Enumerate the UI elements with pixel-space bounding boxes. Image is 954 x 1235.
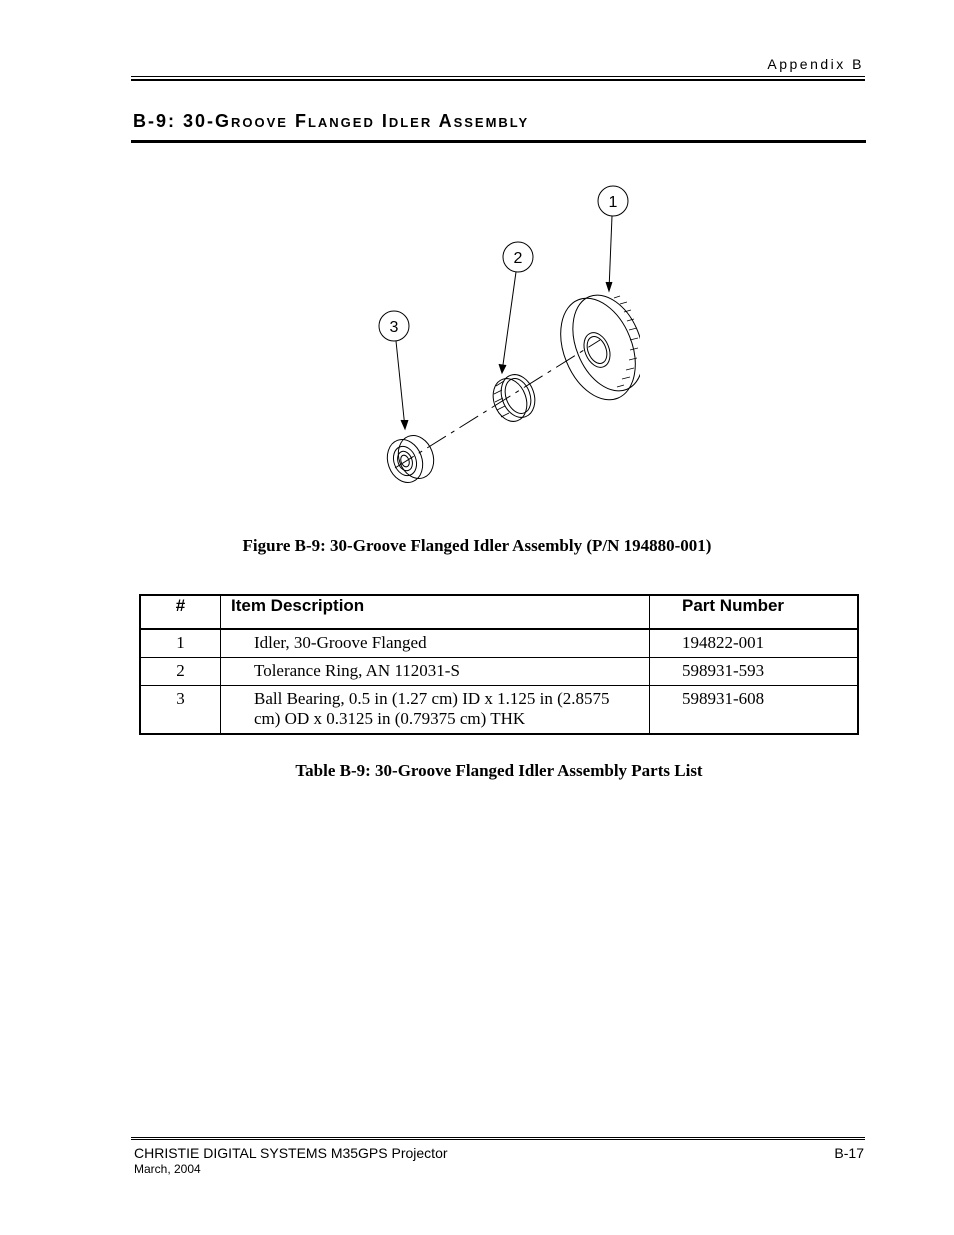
figure-caption: Figure B-9: 30-Groove Flanged Idler Assembly (P/N 194880-001) (242, 536, 712, 555)
table-header-row (140, 595, 858, 629)
callout-2: 2 (513, 250, 523, 267)
row-description: Ball Bearing, 0.5 in (1.27 cm) ID x 1.125 in (2.8575 cm) OD x 0.3125 in (0.79375 cm) THK (221, 686, 650, 735)
leader-line-1 (609, 216, 612, 290)
page-number: B-17 (834, 1145, 864, 1161)
row-num: 2 (140, 658, 221, 686)
leader-line-2 (502, 272, 516, 372)
idler-assembly-figure (370, 178, 640, 488)
row-part-number: 598931-608 (650, 686, 859, 735)
header-part-number: Part Number (650, 595, 859, 629)
footer-title (134, 1145, 448, 1161)
footer-date: March, 2004 (134, 1162, 201, 1176)
footer-product: M35GPS Projector (330, 1145, 448, 1161)
header-num: # (140, 595, 221, 629)
section-title: B-9: 30-Groove Flanged Idler Assembly (133, 111, 530, 131)
row-part-number: 194822-001 (650, 629, 859, 658)
parts-table (139, 594, 859, 735)
header-rule (131, 76, 865, 81)
tolerance-ring-part (487, 370, 540, 426)
footer-rule (131, 1137, 865, 1140)
footer-company: CHRISTIE DIGITAL SYSTEMS (134, 1145, 327, 1161)
ball-bearing-part (382, 431, 440, 488)
table-row (140, 658, 858, 686)
row-num: 1 (140, 629, 221, 658)
row-num: 3 (140, 686, 221, 735)
appendix-label: Appendix B (767, 56, 864, 72)
title-rule (131, 140, 866, 143)
leader-line-3 (396, 341, 405, 428)
center-axis (395, 340, 600, 468)
table-row (140, 629, 858, 658)
header-description: Item Description (221, 595, 650, 629)
row-description: Idler, 30-Groove Flanged (221, 629, 650, 658)
row-description: Tolerance Ring, AN 112031-S (221, 658, 650, 686)
callout-1: 1 (608, 194, 618, 211)
table-row (140, 686, 858, 735)
callout-3: 3 (389, 319, 399, 336)
table-caption: Table B-9: 30-Groove Flanged Idler Assembly Parts List (295, 761, 703, 780)
idler-part (547, 285, 640, 411)
row-part-number: 598931-593 (650, 658, 859, 686)
